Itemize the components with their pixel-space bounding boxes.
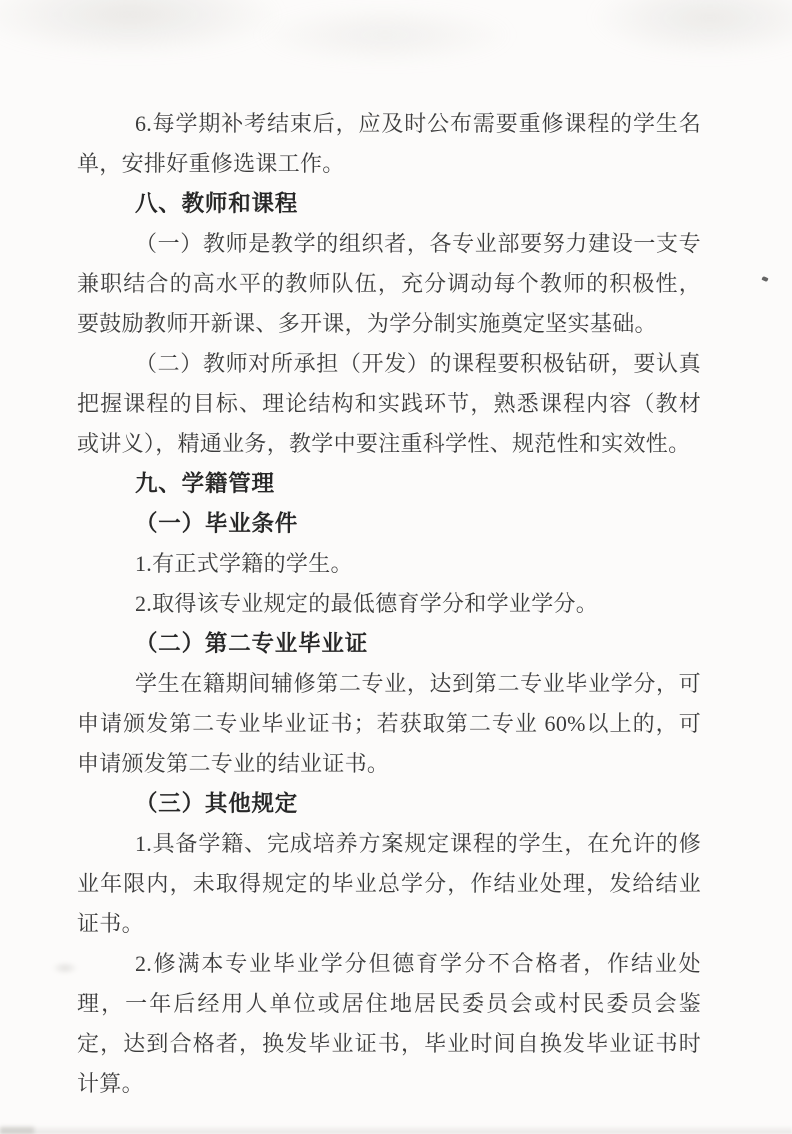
scan-edge-bottom-corner — [0, 1127, 34, 1134]
para-9-3-item-2: 2.修满本专业毕业学分但德育学分不合格者，作结业处理，一年后经用人单位或居住地居民委员会或村民委员会鉴定，达到合格者，换发毕业证书，毕业时间自换发毕业证书时计算。 — [77, 951, 701, 1096]
para-9-3-item-1: 1.具备学籍、完成培养方案规定课程的学生，在允许的修业年限内，未取得规定的毕业总学分，作结业处理，发给结业证书。 — [77, 831, 701, 936]
para-9-2-second-major: 学生在籍期间辅修第二专业，达到第二专业毕业学分，可申请颁发第二专业毕业证书；若获取第二专业 60%以上的，可申请颁发第二专业的结业证书。 — [77, 671, 701, 776]
heading-9-3-other-rules: （三）其他规定 — [135, 791, 299, 816]
heading-9-1-graduation-conditions: （一）毕业条件 — [135, 511, 299, 536]
para-8-2-course-research: （二）教师对所承担（开发）的课程要积极钻研，要认真把握课程的目标、理论结构和实践环节，熟悉课程内容（教材或讲义），精通业务，教学中要注重科学性、规范性和实效性。 — [77, 351, 701, 456]
scan-wash-top-left — [0, 0, 285, 57]
para-9-1-item-2: 2.取得该专业规定的最低德育学分和学业学分。 — [135, 591, 599, 616]
heading-section-9-student-status: 九、学籍管理 — [135, 471, 275, 496]
para-makeup-exam-notice: 6.每学期补考结束后，应及时公布需要重修课程的学生名单，安排好重修选课工作。 — [77, 111, 701, 176]
scan-wash-top-mid — [255, 5, 515, 65]
scan-speck — [761, 276, 768, 282]
para-8-1-teacher-team: （一）教师是教学的组织者，各专业部要努力建设一支专兼职结合的高水平的教师队伍，充分调动每个教师的积极性，要鼓励教师开新课、多开课，为学分制实施奠定坚实基础。 — [77, 231, 701, 336]
heading-9-2-second-major-diploma: （二）第二专业毕业证 — [135, 631, 369, 656]
heading-section-8-teachers-courses: 八、教师和课程 — [135, 191, 299, 216]
scan-edge-bottom — [0, 1125, 792, 1134]
scan-smudge-left — [52, 962, 78, 974]
document-text-column — [77, 104, 701, 1104]
scan-wash-top-right — [590, 0, 792, 58]
para-9-1-item-1: 1.有正式学籍的学生。 — [135, 551, 353, 576]
